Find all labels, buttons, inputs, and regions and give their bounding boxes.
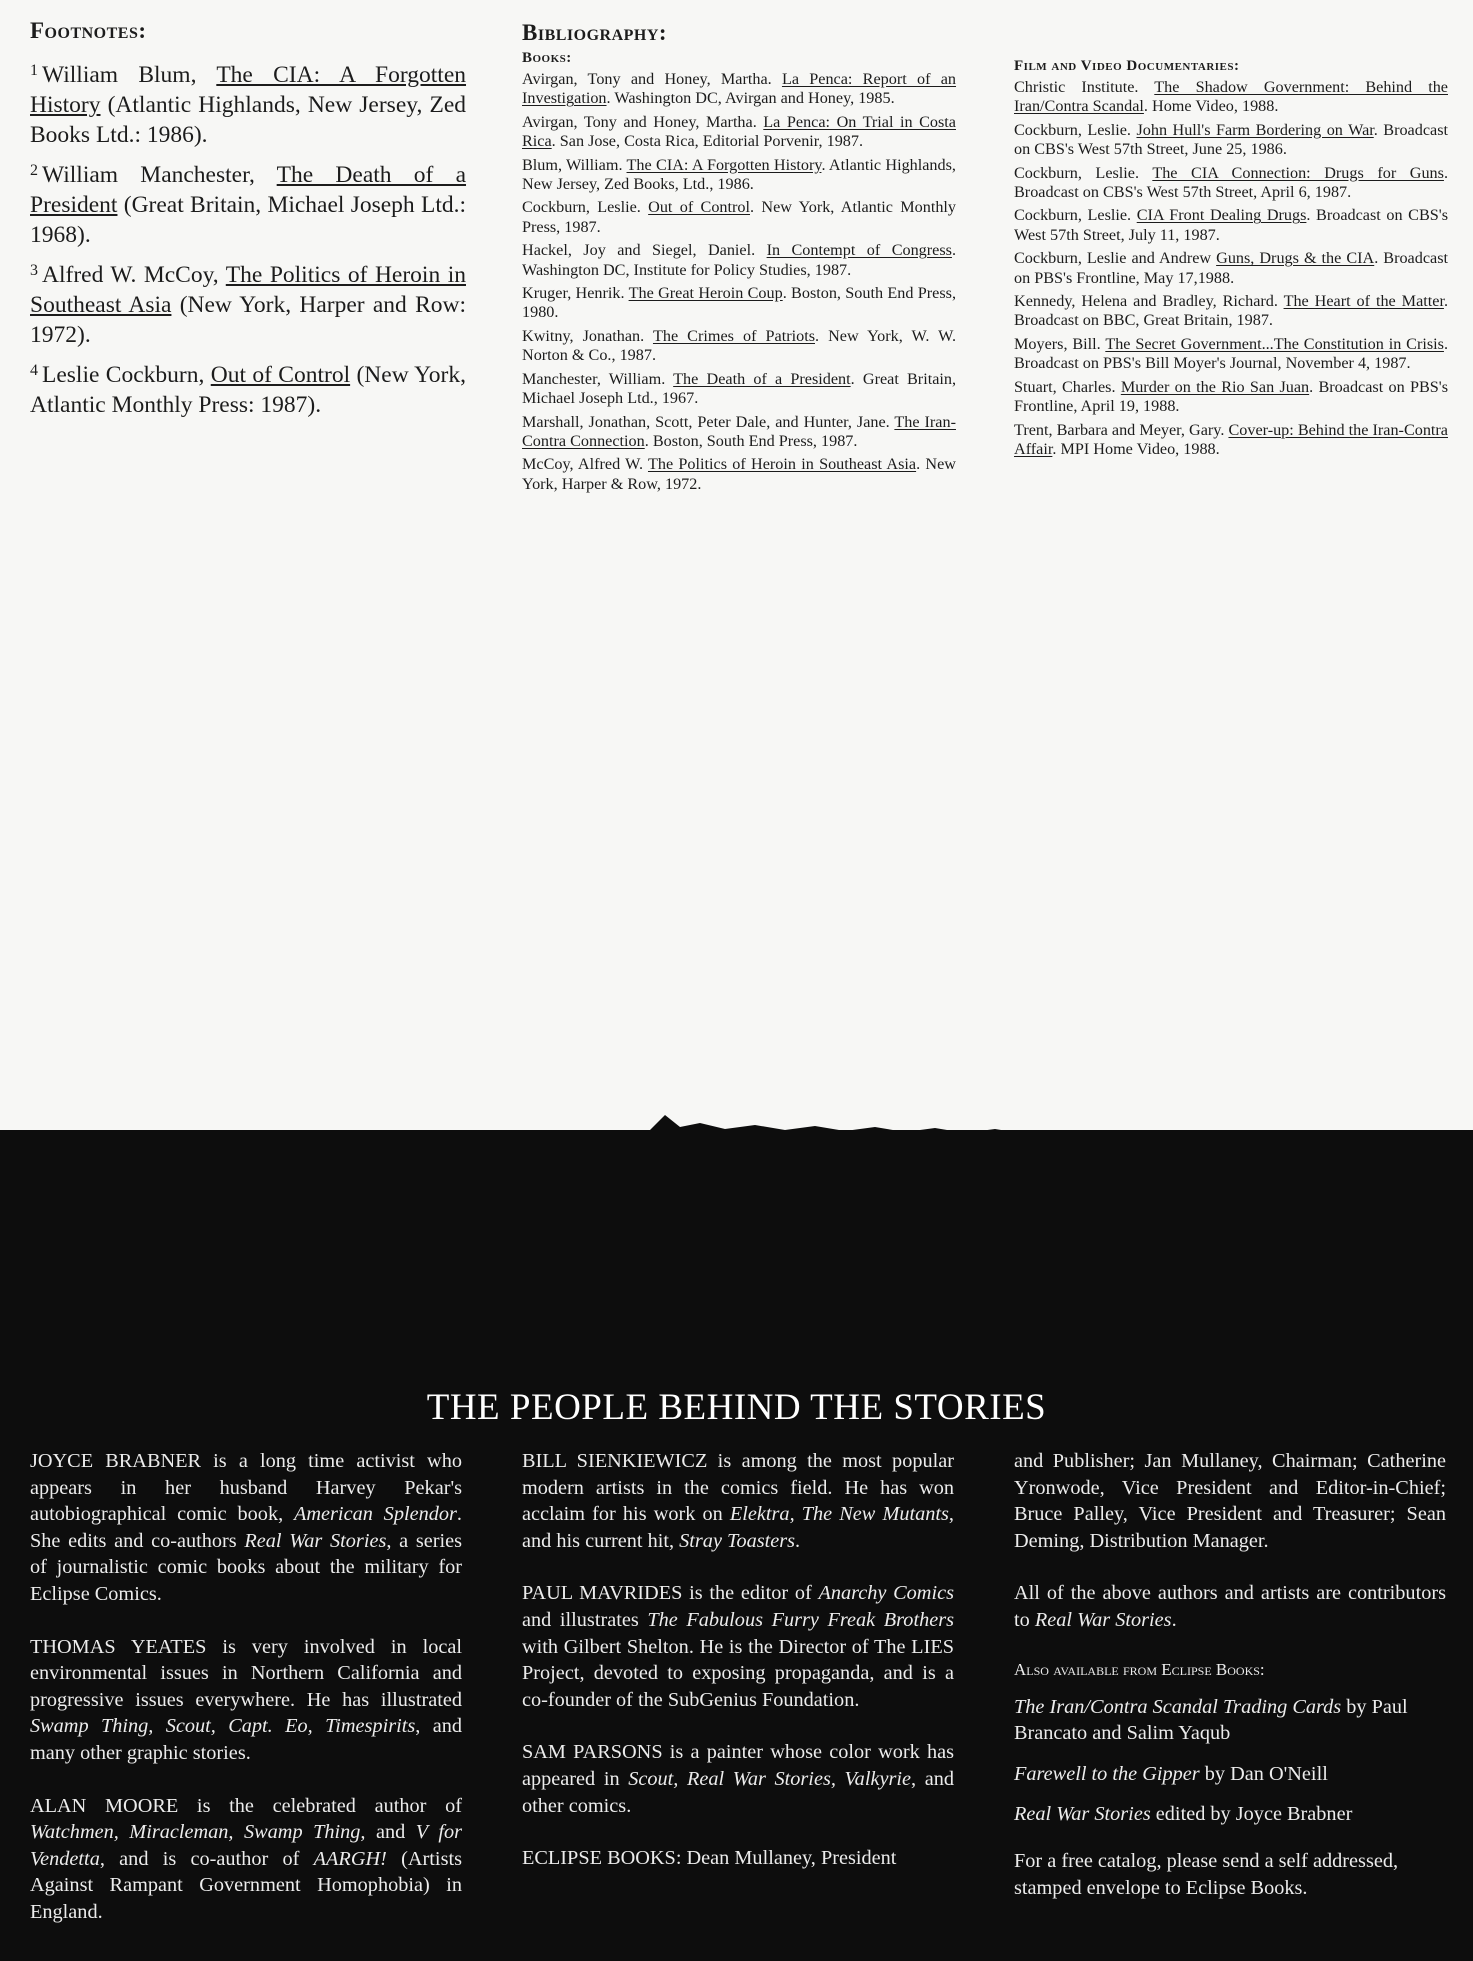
entry-publication: . Great Britain, Michael Joseph Ltd., 1967. bbox=[522, 369, 957, 408]
book-entry bbox=[522, 156, 956, 195]
books-list bbox=[522, 70, 956, 494]
entry-author: Kwitny, Jonathan. bbox=[522, 326, 645, 345]
footnote-item bbox=[30, 256, 466, 350]
footnote-title: The Politics of Heroin in Southeast Asia bbox=[30, 262, 466, 318]
film-entry bbox=[1014, 378, 1448, 417]
footnote-number: 4 bbox=[30, 362, 38, 379]
entry-publication: . Broadcast on PBS's Frontline, April 19, 1988. bbox=[1014, 377, 1449, 416]
entry-title: Guns, Drugs & the CIA bbox=[1216, 249, 1375, 268]
film-entry bbox=[1014, 206, 1448, 245]
bio-sam-parsons: SAM PARSONS is a painter whose color work has appeared in Scout, Real War Stories, Valkyrie, and other comics. bbox=[522, 1741, 954, 1817]
entry-title: The CIA Connection: Drugs for Guns bbox=[1152, 163, 1444, 182]
footnote-publication: (New York, Harper and Row: 1972). bbox=[30, 292, 466, 348]
entry-author: Hackel, Joy and Siegel, Daniel. bbox=[522, 241, 756, 260]
entry-title: The Crimes of Patriots bbox=[652, 326, 815, 345]
footnote-title: Out of Control bbox=[210, 362, 351, 388]
film-documentaries-column bbox=[1014, 58, 1448, 463]
entry-title: The Great Heroin Coup bbox=[628, 284, 783, 303]
footnote-item bbox=[30, 356, 466, 420]
entry-publication: . San Jose, Costa Rica, Editorial Porvenir, 1987. bbox=[551, 132, 864, 151]
film-entry bbox=[1014, 121, 1448, 160]
eclipse-books-staff-start: ECLIPSE BOOKS: Dean Mullaney, President bbox=[522, 1847, 897, 1870]
film-heading: Film and Video Documentaries: bbox=[1014, 58, 1240, 74]
footnote-author: William Manchester, bbox=[42, 162, 255, 188]
people-column-2 bbox=[522, 1448, 954, 1898]
entry-publication: . Broadcast on PBS's Bill Moyer's Journal, November 4, 1987. bbox=[1014, 334, 1448, 373]
entry-author: Trent, Barbara and Meyer, Gary. bbox=[1014, 420, 1225, 439]
free-catalog-note: For a free catalog, please send a self addressed, stamped envelope to Eclipse Books. bbox=[1014, 1849, 1399, 1899]
also-available-item-2: Farewell to the Gipper by Dan O'Neill bbox=[1014, 1762, 1328, 1785]
also-available-heading: Also available from Eclipse Books: bbox=[1014, 1659, 1265, 1679]
book-entry bbox=[522, 284, 956, 323]
entry-title: The Iran-Contra Connection bbox=[522, 412, 956, 450]
entry-author: Stuart, Charles. bbox=[1014, 377, 1116, 396]
footnote-list bbox=[30, 56, 466, 420]
people-column-3 bbox=[1014, 1448, 1446, 1915]
footnote-item bbox=[30, 156, 466, 250]
footnotes-column bbox=[30, 18, 466, 426]
entry-author: Cockburn, Leslie. bbox=[522, 198, 641, 217]
also-available-item-3: Real War Stories edited by Joyce Brabner bbox=[1014, 1803, 1353, 1826]
entry-publication: . Broadcast on BBC, Great Britain, 1987. bbox=[1014, 292, 1448, 330]
entry-author: Avirgan, Tony and Honey, Martha. bbox=[522, 70, 772, 88]
entry-author: Avirgan, Tony and Honey, Martha. bbox=[522, 112, 757, 131]
footnote-title: The CIA: A Forgotten History bbox=[30, 62, 467, 118]
footnote-item bbox=[30, 56, 466, 150]
entry-title: The Politics of Heroin in Southeast Asia bbox=[647, 455, 917, 474]
entry-title: The Death of a President bbox=[673, 369, 851, 388]
entry-publication: . Washington DC, Avirgan and Honey, 1985. bbox=[606, 89, 895, 108]
footnote-title: The Death of a President bbox=[30, 162, 467, 218]
entry-publication: . New York, Atlantic Monthly Press, 1987. bbox=[522, 198, 957, 236]
footnote-author: Leslie Cockburn, bbox=[42, 362, 205, 388]
film-entry bbox=[1014, 335, 1448, 374]
entry-title: Cover-up: Behind the Iran-Contra Affair bbox=[1014, 420, 1448, 458]
entry-author: Cockburn, Leslie. bbox=[1014, 163, 1140, 182]
entry-publication: . New York, Harper & Row, 1972. bbox=[522, 455, 956, 493]
entry-publication: . Boston, South End Press, 1987. bbox=[644, 431, 858, 450]
footnote-publication: (Atlantic Highlands, New Jersey, Zed Books Ltd.: 1986). bbox=[30, 92, 466, 148]
books-heading: Books: bbox=[522, 50, 572, 66]
footnote-publication: (New York, Atlantic Monthly Press: 1987). bbox=[30, 362, 466, 418]
people-column-1 bbox=[30, 1448, 462, 1952]
footnotes-heading: Footnotes: bbox=[30, 18, 147, 43]
entry-title: Murder on the Rio San Juan bbox=[1120, 377, 1310, 396]
contributors-note: All of the above authors and artists are contributors to Real War Stories. bbox=[1014, 1582, 1446, 1631]
entry-title: La Penca: On Trial in Costa Rica bbox=[522, 112, 956, 151]
entry-title: The Heart of the Matter bbox=[1283, 292, 1444, 311]
film-entry bbox=[1014, 164, 1448, 203]
entry-publication: . Boston, South End Press, 1980. bbox=[522, 284, 956, 322]
entry-title: The Shadow Government: Behind the Iran/Contra Scandal bbox=[1014, 78, 1448, 116]
bio-thomas-yeates: THOMAS YEATES is very involved in local environmental issues in Northern California and progressive issues everywhere. He has illustrated Swamp Thing, Scout, Capt. Eo, Timespirits, and many other graphic stories. bbox=[30, 1635, 462, 1764]
entry-author: Kruger, Henrik. bbox=[522, 284, 625, 303]
bio-paul-mavrides: PAUL MAVRIDES is the editor of Anarchy Comics and illustrates The Fabulous Furry Freak Brothers with Gilbert Shelton. He is the Director of The LIES Project, devoted to exposing propaganda, and is a co-founder of the SubGenius Foundation. bbox=[522, 1582, 955, 1711]
book-entry bbox=[522, 198, 956, 237]
bio-bill-sienkiewicz: BILL SIENKIEWICZ is among the most popular modern artists in the comics field. He has won acclaim for his work on Elektra, The New Mutants, and his current hit, Stray Toasters. bbox=[522, 1450, 954, 1552]
bio-joyce-brabner: JOYCE BRABNER is a long time activist who appears in her husband Harvey Pekar's autobiographical comic book, American Splendor. She edits and co-authors Real War Stories, a series of journalistic comic books about the military for Eclipse Comics. bbox=[30, 1450, 462, 1605]
entry-publication: . Atlantic Highlands, New Jersey, Zed Books, Ltd., 1986. bbox=[522, 155, 956, 194]
entry-title: John Hull's Farm Bordering on War bbox=[1136, 120, 1374, 139]
entry-title: La Penca: Report of an Investigation bbox=[522, 70, 957, 108]
entry-publication: . Broadcast on CBS's West 57th Street, July 11, 1987. bbox=[1014, 206, 1448, 244]
book-entry bbox=[522, 113, 956, 152]
entry-author: Marshall, Jonathan, Scott, Peter Dale, and Hunter, Jane. bbox=[522, 412, 890, 431]
bibliography-books-column bbox=[522, 20, 956, 498]
book-entry bbox=[522, 70, 956, 109]
eclipse-books-staff-cont: and Publisher; Jan Mullaney, Chairman; Catherine Yronwode, Vice President and Editor-in-Chief; Bruce Palley, Vice President and Treasurer; Sean Deming, Distribution Manager. bbox=[1014, 1450, 1446, 1552]
film-entry bbox=[1014, 78, 1448, 117]
entry-publication: . Broadcast on CBS's West 57th Street, April 6, 1987. bbox=[1014, 163, 1448, 202]
entry-author: Blum, William. bbox=[522, 155, 623, 174]
bio-alan-moore: ALAN MOORE is the celebrated author of Watchmen, Miracleman, Swamp Thing, and V for Vendetta, and is co-author of AARGH! (Artists Against Rampant Government Homophobia) in England. bbox=[30, 1794, 462, 1923]
entry-title: The Secret Government...The Constitution in Crisis bbox=[1105, 334, 1444, 353]
entry-publication: . New York, W. W. Norton & Co., 1987. bbox=[522, 326, 956, 365]
footnote-number: 2 bbox=[30, 162, 38, 179]
film-entry bbox=[1014, 421, 1448, 460]
entry-publication: . Washington DC, Institute for Policy Studies, 1987. bbox=[522, 241, 956, 279]
entry-author: Moyers, Bill. bbox=[1014, 334, 1101, 353]
entry-author: Cockburn, Leslie. bbox=[1014, 206, 1132, 225]
people-title: THE PEOPLE BEHIND THE STORIES bbox=[426, 1387, 1047, 1428]
entry-title: In Contempt of Congress bbox=[766, 241, 952, 260]
entry-publication: . MPI Home Video, 1988. bbox=[1052, 439, 1220, 458]
book-entry bbox=[522, 455, 956, 494]
entry-title: Out of Control bbox=[648, 198, 751, 217]
also-available-item-1: The Iran/Contra Scandal Trading Cards by Paul Brancato and Salim Yaqub bbox=[1014, 1695, 1408, 1745]
entry-title: The CIA: A Forgotten History bbox=[626, 155, 822, 174]
film-entry bbox=[1014, 292, 1448, 331]
entry-author: Cockburn, Leslie. bbox=[1014, 120, 1131, 139]
book-entry bbox=[522, 370, 956, 409]
entry-author: Christic Institute. bbox=[1014, 78, 1139, 96]
entry-publication: . Broadcast on PBS's Frontline, May 17,1988. bbox=[1014, 249, 1449, 287]
footnote-number: 1 bbox=[30, 62, 38, 79]
book-entry bbox=[522, 327, 956, 366]
entry-author: McCoy, Alfred W. bbox=[522, 455, 643, 474]
book-entry bbox=[522, 241, 956, 280]
book-entry bbox=[522, 413, 956, 452]
entry-title: CIA Front Dealing Drugs bbox=[1136, 206, 1307, 225]
footnote-publication: (Great Britain, Michael Joseph Ltd.: 1968). bbox=[30, 192, 466, 248]
footnote-author: Alfred W. McCoy, bbox=[42, 262, 219, 288]
films-list bbox=[1014, 78, 1448, 459]
footnote-author: William Blum, bbox=[42, 62, 197, 88]
entry-author: Kennedy, Helena and Bradley, Richard. bbox=[1014, 292, 1278, 311]
entry-author: Manchester, William. bbox=[522, 369, 666, 388]
entry-publication: . Broadcast on CBS's West 57th Street, June 25, 1986. bbox=[1014, 120, 1448, 159]
entry-author: Cockburn, Leslie and Andrew bbox=[1014, 249, 1212, 268]
bibliography-heading: Bibliography: bbox=[522, 20, 668, 45]
film-entry bbox=[1014, 249, 1448, 288]
footnote-number: 3 bbox=[30, 262, 38, 279]
entry-publication: . Home Video, 1988. bbox=[1143, 97, 1279, 116]
